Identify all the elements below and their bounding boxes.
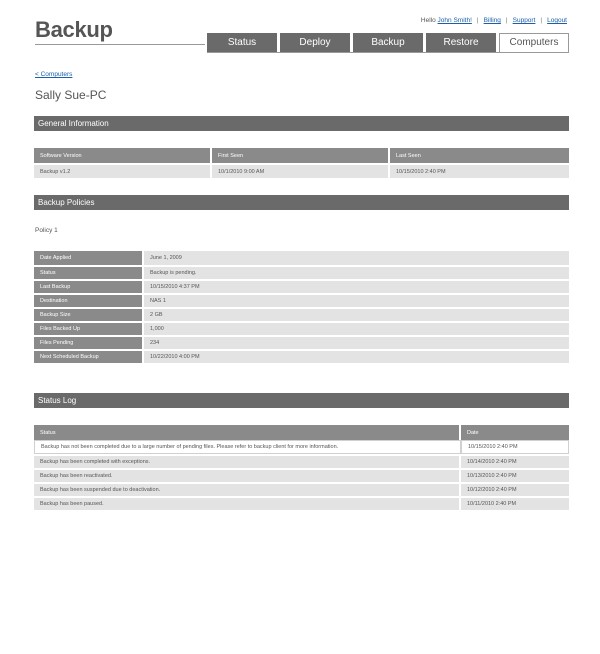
policy-value: 234 [144,335,569,349]
column-header: Last Seen [390,148,569,163]
first-seen-value: 10/1/2010 9:00 AM [212,163,390,178]
policy-key: Files Pending [34,335,144,349]
table-row[interactable] [34,468,569,482]
policy-key: Destination [34,293,144,307]
policy-value: Backup is pending. [144,265,569,279]
general-info-header: General Information [34,116,569,131]
logout-link[interactable]: Logout [547,17,567,24]
policy-row-backup-size [34,307,569,321]
policy-key: Date Applied [34,251,144,265]
last-seen-value: 10/15/2010 2:40 PM [390,163,569,178]
table-row[interactable] [34,482,569,496]
user-link[interactable]: John Smith! [437,17,472,24]
backup-policies-header: Backup Policies [34,195,569,210]
policy-key: Next Scheduled Backup [34,349,144,363]
app-logo: Backup [35,17,113,42]
policy-value: NAS 1 [144,293,569,307]
column-header-date: Date [461,425,569,440]
policy-row-last-backup [34,279,569,293]
log-status: Backup has been suspended due to deactivation. [34,482,461,496]
billing-link[interactable]: Billing [483,17,501,24]
tab-backup[interactable]: Backup [353,33,423,52]
log-status: Backup has been reactivated. [34,468,461,482]
column-header: First Seen [212,148,390,163]
breadcrumb-computers[interactable]: < Computers [35,71,73,78]
log-status: Backup has been completed with exceptions. [34,454,461,468]
log-date: 10/15/2010 2:40 PM [461,440,569,454]
status-log-header: Status Log [34,393,569,408]
policy-key: Files Backed Up [34,321,144,335]
table-row[interactable] [34,440,569,454]
table-header-row [34,148,569,163]
table-row [34,163,569,178]
policy-row-files-backed-up [34,321,569,335]
tab-restore[interactable]: Restore [426,33,496,52]
general-info-table [34,148,569,178]
software-version-value: Backup v1.2 [34,163,212,178]
policy-key: Last Backup [34,279,144,293]
policy-row-files-pending [34,335,569,349]
policy-row-date-applied [34,251,569,265]
policy-value: 10/15/2010 4:37 PM [144,279,569,293]
support-link[interactable]: Support [512,17,536,24]
table-header-row [34,425,569,440]
tabs-divider [207,52,569,53]
column-header-status: Status [34,425,461,440]
policy-value: 10/22/2010 4:00 PM [144,349,569,363]
tab-computers[interactable]: Computers [499,33,569,52]
policy-key: Backup Size [34,307,144,321]
log-status: Backup has not been completed due to a large number of pending files. Please refer to backup client for more information. [34,440,461,454]
log-status: Backup has been paused. [34,496,461,510]
greeting: Hello [420,17,436,24]
table-row[interactable] [34,496,569,510]
user-nav: Hello John Smith! | Billing | Support | Logout [420,17,567,24]
main-tabs [207,33,572,52]
page-title: Sally Sue-PC [35,88,107,102]
column-header: Software Version [34,148,212,163]
policy-key: Status [34,265,144,279]
policy-row-destination [34,293,569,307]
log-date: 10/14/2010 2:40 PM [461,454,569,468]
tab-status[interactable]: Status [207,33,277,52]
log-date: 10/13/2010 2:40 PM [461,468,569,482]
policy-value: 1,000 [144,321,569,335]
policy-value: 2 GB [144,307,569,321]
log-date: 10/11/2010 2:40 PM [461,496,569,510]
policy-row-status [34,265,569,279]
logo-divider [35,44,205,45]
policy-row-next-scheduled [34,349,569,363]
policy-value: June 1, 2009 [144,251,569,265]
tab-deploy[interactable]: Deploy [280,33,350,52]
table-row[interactable] [34,454,569,468]
status-log-table [34,425,569,510]
policy-table [34,251,569,363]
log-date: 10/12/2010 2:40 PM [461,482,569,496]
policy-name: Policy 1 [35,227,58,234]
